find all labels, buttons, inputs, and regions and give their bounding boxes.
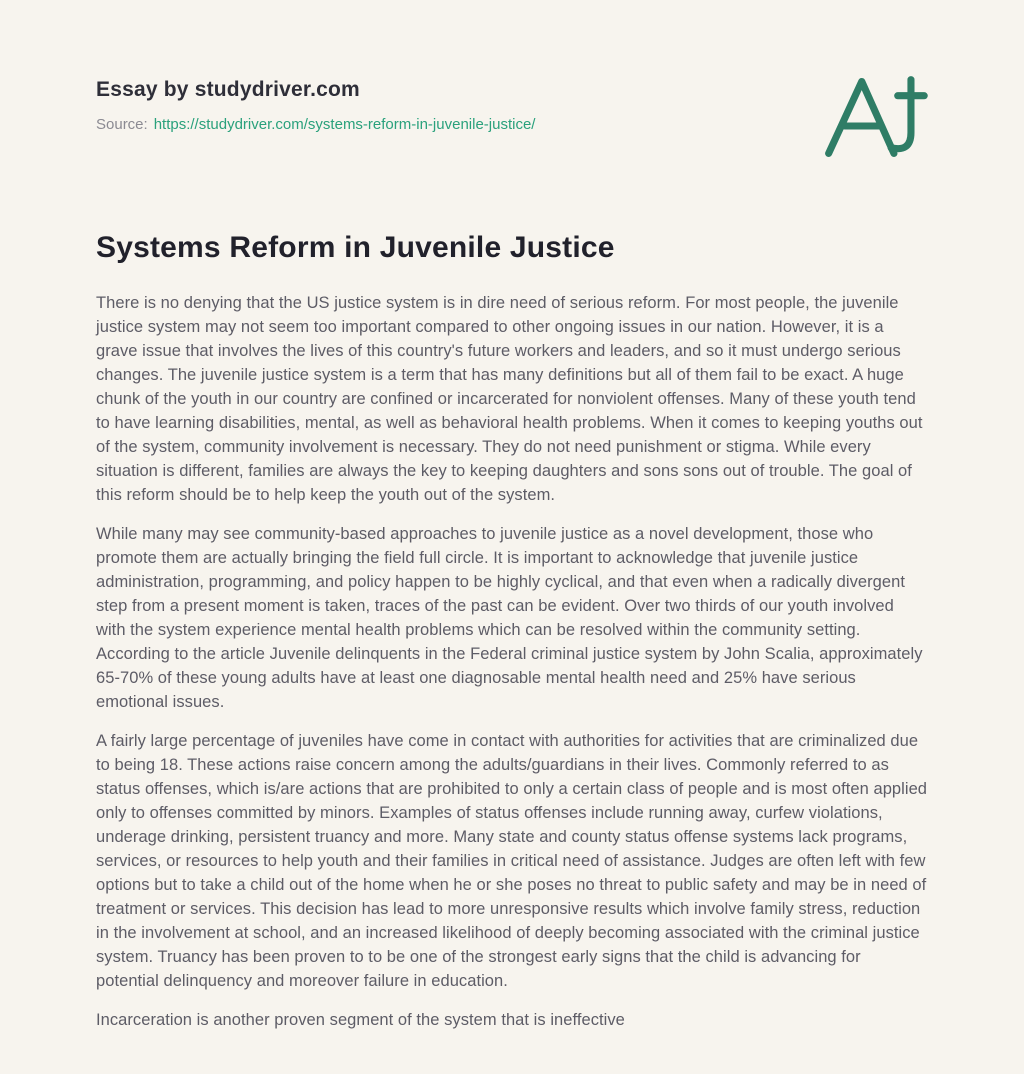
essay-paragraph-1: There is no denying that the US justice system is in dire need of serious reform. For most people, the juvenile justice system may not seem too important compared to other ongoing issues in our nation. However, it is a grave issue that involves the lives of this country's future workers and leaders, and so it must undergo serious changes. The juvenile justice system is a term that has many definitions but all of them fail to be exact. A huge chunk of the youth in our country are confined or incarcerated for nonviolent offenses. Many of these youth tend to have learning disabilities, mental, as well as behavioral health problems. When it comes to keeping youths out of the system, community involvement is necessary. They do not need punishment or stigma. While every situation is different, families are always the key to keeping daughters and sons sons out of trouble. The goal of this reform should be to help keep the youth out of the system. (96, 294, 923, 504)
essay-paragraph-3: A fairly large percentage of juveniles have come in contact with authorities for activities that are criminalized due to being 18. These actions raise concern among the adults/guardians in their lives. Commonly referred to as status offenses, which is/are actions that are prohibited to only a certain class of people and is most often applied only to offenses committed by minors. Examples of status offenses include running away, curfew violations, underage drinking, persistent truancy and more. Many state and county status offense systems lack programs, services, or resources to help youth and their families in critical need of assistance. Judges are often left with few options but to take a child out of the home when he or she poses no threat to public safety and may be in need of treatment or services. This decision has lead to more unresponsive results which involve family stress, reduction in the involvement at school, and an increased likelihood of deeply becoming associated with the criminal justice system. Truancy has been proven to to be one of the strongest early signs that the child is advancing for potential delinquency and moreover failure in education. (96, 732, 928, 990)
document-header (96, 0, 928, 133)
essay-byline: Essay by studydriver.com (96, 78, 360, 101)
studydriver-logo-icon (822, 72, 928, 162)
essay-paragraph-4: Incarceration is another proven segment of the system that is ineffective (96, 1011, 625, 1029)
essay-paragraph-2: While many may see community-based approaches to juvenile justice as a novel development, those who promote them are actually bringing the field full circle. It is important to acknowledge that juvenile justice administration, programming, and policy happen to be highly cyclical, and that even when a radically divergent step from a present moment is taken, traces of the past can be evident. Over two thirds of our youth involved with the system experience mental health problems which can be resolved within the community setting. According to the article Juvenile delinquents in the Federal criminal justice system by John Scalia, approximately 65-70% of these young adults have at least one diagnosable mental health need and 25% have serious emotional issues. (96, 525, 923, 711)
essay-title: Systems Reform in Juvenile Justice (96, 231, 615, 264)
essay-body (96, 231, 928, 1032)
source-label: Source: (96, 116, 148, 133)
source-link[interactable]: https://studydriver.com/systems-reform-in-juvenile-justice/ (153, 116, 536, 133)
source-line (96, 116, 928, 133)
